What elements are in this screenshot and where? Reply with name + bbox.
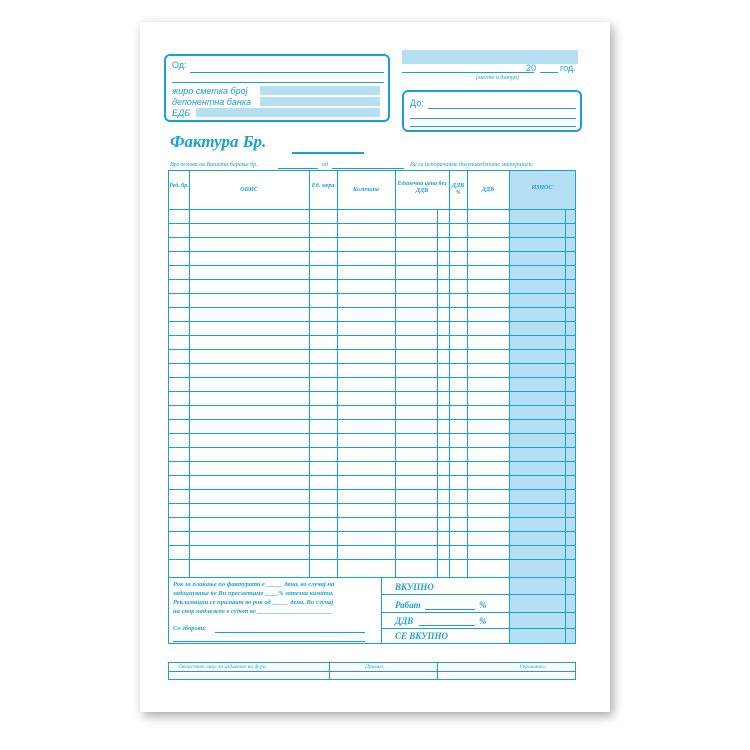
terms-line: на спор надлежен е судот во _______________________ (173, 608, 333, 615)
bank-field[interactable] (260, 97, 380, 106)
year-line[interactable] (540, 72, 558, 73)
totals-row (381, 594, 575, 595)
table-row[interactable] (169, 391, 575, 392)
table-row[interactable] (169, 545, 575, 546)
terms-line: Рекламации се примаат во рок од _____ дена. Во случај (173, 599, 334, 606)
table-row[interactable] (169, 531, 575, 532)
place-date-field[interactable] (402, 50, 578, 64)
grand-total-label: СЕ ВКУПНО (395, 631, 449, 641)
from-line[interactable] (190, 72, 384, 73)
year-suffix: год. (560, 63, 576, 73)
invoice-title: Фактура Бр. (170, 132, 267, 151)
col-header-unit-price: Единечна цена без ДДВ (397, 181, 447, 194)
order-date-line[interactable] (332, 168, 404, 169)
totals-divider (509, 578, 510, 644)
to-line-3[interactable] (410, 126, 576, 127)
table-row[interactable] (169, 279, 575, 280)
to-label: До: (410, 98, 424, 108)
totals-divider (565, 578, 566, 644)
discount-pct-sign: % (479, 600, 487, 610)
totals-section (168, 578, 576, 644)
total-label: ВКУПНО (395, 582, 434, 592)
col-header-unit: Ед. мера (311, 183, 335, 189)
table-row[interactable] (169, 447, 575, 448)
to-line-2[interactable] (410, 118, 576, 119)
table-row[interactable] (169, 475, 575, 476)
table-row[interactable] (169, 433, 575, 434)
table-row[interactable] (169, 335, 575, 336)
order-ref-label: Врз основа на Вашата барање бр. (170, 162, 258, 168)
delivered-label: Ви ги испорачавме долунаведените материјали: (410, 162, 534, 168)
col-header-qty: Количина (353, 187, 379, 193)
recipient-box (402, 90, 582, 132)
signature-footer (168, 662, 576, 680)
table-row[interactable] (169, 517, 575, 518)
place-date-caption: (место и датум) (476, 75, 519, 81)
col-header-no: Ред. бр. (169, 183, 189, 189)
table-row[interactable] (169, 223, 575, 224)
vat-pct-line[interactable] (419, 625, 475, 626)
to-line-1[interactable] (428, 108, 576, 109)
table-row[interactable] (169, 489, 575, 490)
table-row[interactable] (169, 251, 575, 252)
manager-signature-label: Управител, (519, 664, 546, 670)
col-header-amount: ИЗНОС (531, 185, 553, 191)
discount-pct-line[interactable] (425, 609, 475, 610)
from-label: Од: (172, 60, 187, 70)
table-row[interactable] (169, 363, 575, 364)
table-row[interactable] (169, 265, 575, 266)
year-prefix: 20 (526, 63, 537, 73)
bank-label: депонентна банка (172, 97, 252, 107)
table-row[interactable] (169, 377, 575, 378)
table-row[interactable] (169, 209, 575, 210)
order-no-line[interactable] (278, 168, 318, 169)
terms-line: Рок за плаќање по фактурата е _____ дена, во случај на (173, 581, 335, 588)
issuer-signature-label: Овластено лице за издавање на ф-ра, (179, 664, 268, 670)
vat-label: ДДВ (395, 616, 414, 626)
table-row[interactable] (169, 405, 575, 406)
table-row[interactable] (169, 293, 575, 294)
edb-field[interactable] (196, 108, 380, 117)
table-row[interactable] (169, 559, 575, 560)
payment-terms (173, 580, 379, 616)
sender-box (164, 54, 390, 122)
account-field[interactable] (260, 86, 380, 95)
col-header-vat: ДДВ (481, 187, 495, 193)
terms-line: задоцнување ќе Ви пресметаме ____% затезна камата. (173, 590, 334, 597)
place-date-line[interactable] (402, 72, 534, 73)
invoice-number-line[interactable] (292, 152, 364, 154)
in-words-line-2[interactable] (173, 641, 365, 642)
account-label: жиро сметка број (172, 86, 248, 96)
in-words-line[interactable] (215, 632, 365, 633)
vat-pct-sign: % (479, 616, 487, 626)
totals-divider (381, 578, 382, 644)
table-row[interactable] (169, 237, 575, 238)
discount-label: Рабат (395, 600, 421, 610)
col-header-vat-pct: ДДВ % (451, 183, 465, 196)
in-words-label: Со зборови: (173, 625, 207, 632)
invoice-sheet (140, 22, 610, 712)
table-row[interactable] (169, 349, 575, 350)
table-row[interactable] (169, 307, 575, 308)
footer-midline (169, 671, 575, 672)
totals-row (381, 612, 575, 613)
order-date-label: од (322, 162, 328, 168)
items-table (168, 170, 576, 578)
edb-label: ЕДБ (172, 108, 191, 118)
table-row[interactable] (169, 503, 575, 504)
from-line-2[interactable] (172, 82, 384, 83)
totals-row (381, 628, 575, 629)
receiver-signature-label: Примил, (365, 664, 385, 670)
table-row[interactable] (169, 419, 575, 420)
table-row[interactable] (169, 461, 575, 462)
table-row[interactable] (169, 321, 575, 322)
col-header-desc: ОПИС (240, 187, 258, 193)
